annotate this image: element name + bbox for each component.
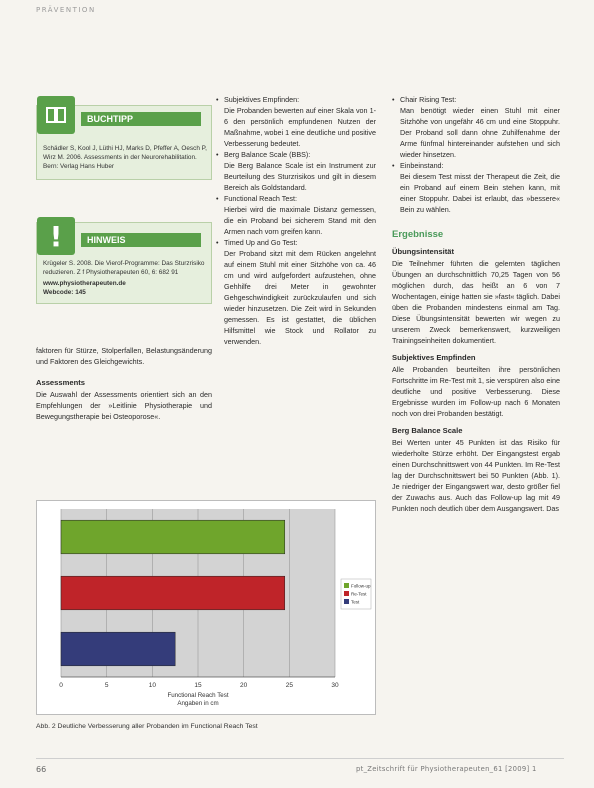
list-item xyxy=(216,193,376,237)
hinweis-webcode: Webcode: 145 xyxy=(43,289,86,296)
page-number: 66 xyxy=(36,765,47,774)
text-subjective: Alle Probanden beurteilten ihre persönlichen Fortschritte im Re-Test mit 1, sie verspüren also eine deutliche und positive Verbesserung. Diese Ergebnisse wurden im Follow-up nach 6 Monaten noch von drei Probanden bestätigt. xyxy=(392,365,560,418)
subheading-bbs: Berg Balance Scale xyxy=(392,426,463,435)
item-text: Man benötigt wieder einen Stuhl mit einer Sitzhöhe von ungefähr 46 cm und eine Stoppuhr. Der Proband soll dann ohne Zuhilfenahme der Arme fünfmal hintereinander aufstehen und sich wieder hinsetzen. xyxy=(400,106,560,159)
legend-swatch xyxy=(344,583,349,588)
legend-label: Follow-up xyxy=(351,583,371,589)
subheading-intensity: Übungsintensität xyxy=(392,247,455,256)
hinweis-text: Krügeler S. 2008. Die Vierof-Programme: Das Sturzrisiko reduzieren. Z f Physiotherapeuten 60, 6: 682 91 xyxy=(43,260,205,276)
x-tick-label: 25 xyxy=(285,682,293,689)
legend-swatch xyxy=(344,591,349,596)
subheading-subjective: Subjektives Empfinden xyxy=(392,353,476,362)
buchtipp-label: BUCHTIPP xyxy=(81,112,201,126)
bar-test xyxy=(61,632,175,666)
legend-swatch xyxy=(344,599,349,604)
x-axis-unit-label: Angaben in cm xyxy=(177,700,219,707)
list-item xyxy=(392,160,560,215)
list-item xyxy=(216,94,376,149)
item-head: • Chair Rising Test: xyxy=(400,95,457,104)
x-tick-label: 30 xyxy=(331,682,339,689)
footer-rule xyxy=(36,758,564,759)
hinweis-url[interactable]: www.physiotherapeuten.de xyxy=(43,280,126,287)
x-tick-label: 0 xyxy=(59,682,63,689)
x-tick-label: 20 xyxy=(240,682,248,689)
text-bbs: Bei Werten unter 45 Punkten ist das Risiko für wiederholte Stürze erhöht. Der Eingangstest ergab einen Durchschnittswert von 44 Punkten. Im Re-Test lag der Durchschnittswert bei 50 Punkten (Abb. 1). Je niedriger der Eingangswert war, desto größer fiel der Zuwachs aus. Auch das Follow-up lag mit 49 Punkten noch deutlich über dem Ausgangswert. Das xyxy=(392,438,560,513)
left-column xyxy=(36,345,212,422)
list-item xyxy=(216,149,376,193)
item-text: Bei diesem Test misst der Therapeut die Zeit, die ein Proband auf einem Bein stehen kann, mit einer Stoppuhr. Dabei ist erlaubt, das »bessere« Bein zu wählen. xyxy=(400,172,560,214)
item-head: • Berg Balance Scale (BBS): xyxy=(224,150,311,159)
left-intro: faktoren für Stürze, Stolperfallen, Belastungsänderung und Faktoren des Gleichgewichts. xyxy=(36,346,212,366)
running-head: PRÄVENTION xyxy=(36,6,96,14)
assessments-text: Die Auswahl der Assessments orientiert sich an den Empfehlungen der »Leitlinie Physiotherapie und Bewegungstherapie bei Osteoporose«. xyxy=(36,390,212,421)
results-heading: Ergebnisse xyxy=(392,229,444,240)
x-tick-label: 5 xyxy=(104,682,109,689)
buchtipp-text: Schädler S, Kool J, Lüthi HJ, Marks D, Pfeffer A, Oesch P, Wirz M. 2006. Assessments in der Neurorehabilitation. Bern: Verlag Hans Huber xyxy=(43,145,207,170)
item-text: Die Probanden bewerten auf einer Skala von 1-6 den persönlich empfundenen Nutzen der Maßnahme, wobei 1 eine deutliche und positive Verbesserung bedeutet. xyxy=(224,106,376,148)
list-item xyxy=(392,94,560,160)
item-head: • Timed Up and Go Test: xyxy=(224,238,298,247)
buchtipp-box xyxy=(36,105,212,180)
text-intensity: Die Teilnehmer führten die gelernten täglichen Übungen an durchschnittlich 70,25 Tagen von 56 möglichen durch, das heißt an 6 von 7 Wochentagen, einige hatten sie »fast« täglich. Dabei üben die Probanden mindestens einmal am Tag. Diese Übungsintensität bewerten wir wegen zu unserem Zweck bemerkenswert, kurzweiligen Trainingseinheiten dokumentiert. xyxy=(392,259,560,345)
bar-re-test xyxy=(61,576,285,610)
item-head: • Einbeinstand: xyxy=(400,161,444,170)
item-head: • Functional Reach Test: xyxy=(224,194,297,203)
list-item xyxy=(216,237,376,347)
x-axis-label: Functional Reach Test xyxy=(167,692,229,699)
x-tick-label: 15 xyxy=(194,682,202,689)
x-tick-label: 10 xyxy=(148,682,156,689)
hinweis-body xyxy=(43,259,207,297)
hinweis-label: HINWEIS xyxy=(81,233,201,247)
journal-footer: pt_Zeitschrift für Physiotherapeuten_61 [2009] 1 xyxy=(356,765,537,773)
exclamation-icon: ! xyxy=(37,217,75,255)
legend-label: Re-Test xyxy=(351,591,367,597)
bar-chart-frame xyxy=(36,500,376,715)
hinweis-box xyxy=(36,219,212,304)
item-head: • Subjektives Empfinden: xyxy=(224,95,300,104)
item-text: Die Berg Balance Scale ist ein Instrument zur Beurteilung des Sturzrisikos und gilt in diesem Bereich als Goldstandard. xyxy=(224,161,376,192)
right-column xyxy=(392,94,560,514)
book-icon xyxy=(37,96,75,134)
legend-label: Test xyxy=(351,599,360,605)
bar-follow-up xyxy=(61,520,285,554)
item-text: Hierbei wird die maximale Distanz gemessen, die ein Proband bei sicherem Stand mit den Armen nach vorn greifen kann. xyxy=(224,205,376,236)
middle-column xyxy=(216,94,376,347)
item-text: Der Proband sitzt mit dem Rücken angelehnt auf einem Stuhl mit einer Sitzhöhe von ca. 46 cm und wird aufgefordert aufzustehen, ohne Gehhilfe drei Meter in gewohnter Gehgeschwindigkeit zurückzulaufen und sich wieder hinzusetzen. Die Zeit wird in Sekunden gemessen. Es ist gestattet, die üblichen Hilfsmittel wie Stock und Rollator zu verwenden. xyxy=(224,249,376,346)
assessments-heading: Assessments xyxy=(36,378,85,387)
bar-chart xyxy=(37,501,375,714)
figure-caption: Abb. 2 Deutliche Verbesserung aller Probanden im Functional Reach Test xyxy=(36,723,258,730)
